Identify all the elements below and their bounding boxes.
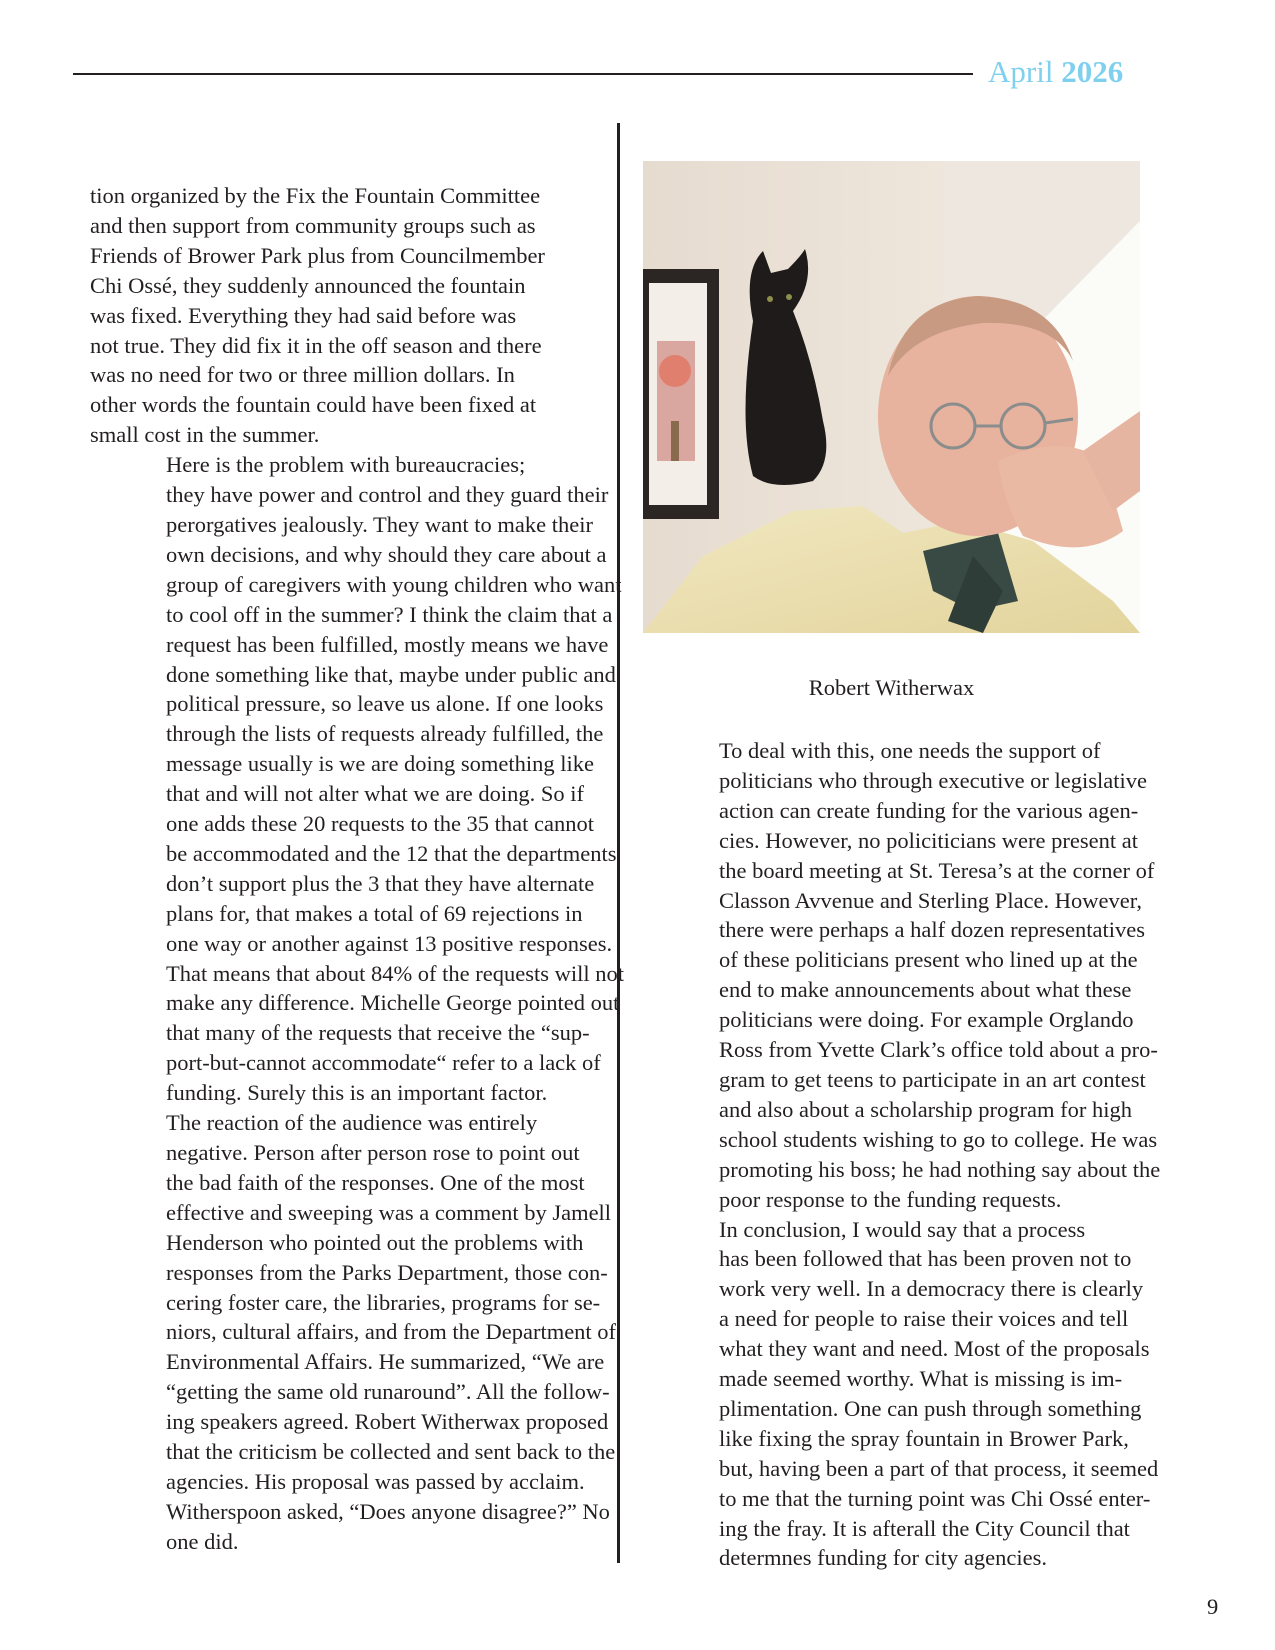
issue-year: 2026 [1061,54,1124,89]
text-line: not true. They did fix it in the off season and there [90,332,542,358]
text-line: own decisions, and why should they care about a [166,541,607,567]
paragraph [90,1108,617,1557]
text-line: Classon Avvenue and Sterling Place. However, [719,887,1142,913]
text-line: poor response to the funding requests. [719,1186,1062,1212]
text-line: the bad faith of the responses. One of the most [166,1169,585,1195]
text-line: plans for, that makes a total of 69 rejections in [166,900,583,926]
header-rule [73,73,973,75]
text-line: cering foster care, the libraries, programs for se- [166,1289,601,1315]
text-line: the board meeting at St. Teresa’s at the corner of [719,857,1155,883]
text-line: has been followed that has been proven not to [719,1246,1132,1272]
left-column [90,181,625,1557]
text-line: That means that about 84% of the requests will not [166,960,625,986]
text-line: The reaction of the audience was entirely [166,1110,538,1136]
text-line: group of caregivers with young children who want [166,571,622,597]
text-line: Environmental Affairs. He summarized, “We are [166,1349,605,1375]
text-line: cies. However, no policiticians were present at [719,827,1138,853]
text-line: perorgatives jealously. They want to make their [166,511,593,537]
text-line: action can create funding for the various agen- [719,797,1139,823]
text-line: determnes funding for city agencies. [719,1545,1048,1571]
text-line: Friends of Brower Park plus from Councilmember [90,242,545,268]
text-line: don’t support plus the 3 that they have alternate [166,870,595,896]
text-line: end to make announcements about what these [719,977,1132,1003]
column-divider [617,123,620,1563]
text-line: Witherspoon asked, “Does anyone disagree?” No [166,1498,610,1524]
text-line: like fixing the spray fountain in Brower Park, [719,1425,1129,1451]
text-line: ing speakers agreed. Robert Witherwax proposed [166,1409,609,1435]
text-line: gram to get teens to participate in an art contest [719,1066,1146,1092]
text-line: and then support from community groups such as [90,212,536,238]
text-line: make any difference. Michelle George pointed out [166,990,620,1016]
text-line: plimentation. One can push through something [719,1395,1142,1421]
text-line: small cost in the summer. [90,422,320,448]
text-line: that and will not alter what we are doing. So if [166,781,585,807]
page-number: 9 [1207,1594,1219,1619]
text-line: tion organized by the Fix the Fountain Committee [90,183,541,208]
text-line: agencies. His proposal was passed by acclaim. [166,1468,585,1494]
paragraph [90,181,610,450]
issue-month: April [988,54,1054,89]
paragraph [643,1215,1159,1574]
text-line: port-but-cannot accommodate“ refer to a lack of [166,1050,601,1076]
text-line: Ross from Yvette Clark’s office told about a pro- [719,1037,1158,1063]
text-line: funding. Surely this is an important factor. [166,1080,548,1106]
text-line: message usually is we are doing something like [166,751,595,777]
text-line: be accommodated and the 12 that the departments [166,840,617,866]
text-line: negative. Person after person rose to point out [166,1140,580,1165]
text-line: one way or another against 13 positive responses. [166,930,613,956]
text-line: one adds these 20 requests to the 35 that cannot [166,811,595,837]
text-line: politicians were doing. For example Orglando [719,1007,1134,1033]
text-line: they have power and control and they guard their [166,482,609,508]
text-line: of these politicians present who lined up at the [719,947,1138,973]
text-line: niors, cultural affairs, and from the Department of [166,1319,617,1345]
text-line: but, having been a part of that process, it seemed [719,1455,1159,1481]
text-line: politicians who through executive or legislative [719,767,1148,793]
text-line: a need for people to raise their voices and tell [719,1306,1129,1332]
text-line: To deal with this, one needs the support of [719,738,1101,763]
text-line: work very well. In a democracy there is clearly [719,1276,1144,1302]
text-line: In conclusion, I would say that a process [719,1216,1086,1242]
paragraph [643,736,1161,1215]
text-line: one did. [166,1528,239,1554]
text-line: and also about a scholarship program for high [719,1096,1133,1122]
text-line: to me that the turning point was Chi Ossé enter- [719,1485,1151,1511]
text-line: done something like that, maybe under public and [166,661,616,687]
right-column [643,736,1161,1573]
text-line: Here is the problem with bureaucracies; [166,452,526,478]
text-line: to cool off in the summer? I think the claim that a [166,601,613,627]
text-line: responses from the Parks Department, those con- [166,1259,608,1285]
text-line: there were perhaps a half dozen representatives [719,917,1146,943]
text-line: what they want and need. Most of the proposals [719,1336,1150,1362]
text-line: other words the fountain could have been fixed at [90,392,537,418]
text-line: made seemed worthy. What is missing is im- [719,1366,1123,1392]
text-line: “getting the same old runaround”. All the follow- [166,1379,610,1405]
text-line: was no need for two or three million dollars. In [90,362,515,388]
text-line: that many of the requests that receive the “sup- [166,1020,590,1046]
photo-caption: Robert Witherwax [808,675,975,700]
text-line: request has been fulfilled, mostly means we have [166,631,609,657]
paragraph [90,450,625,1108]
text-line: ing the fray. It is afterall the City Council that [719,1515,1130,1541]
text-line: Chi Ossé, they suddenly announced the fountain [90,272,526,298]
issue-date [988,54,1123,90]
text-line: Henderson who pointed out the problems with [166,1229,584,1255]
text-line: school students wishing to go to college. He was [719,1126,1158,1152]
text-line: political pressure, so leave us alone. If one looks [166,691,604,717]
text-line: that the criticism be collected and sent back to the [166,1439,616,1465]
text-line: was fixed. Everything they had said before was [90,302,517,328]
text-line: effective and sweeping was a comment by Jamell [166,1199,612,1225]
text-line: promoting his boss; he had nothing say about the [719,1156,1161,1182]
text-line: through the lists of requests already fulfilled, the [166,721,604,747]
author-photo [643,161,1140,633]
